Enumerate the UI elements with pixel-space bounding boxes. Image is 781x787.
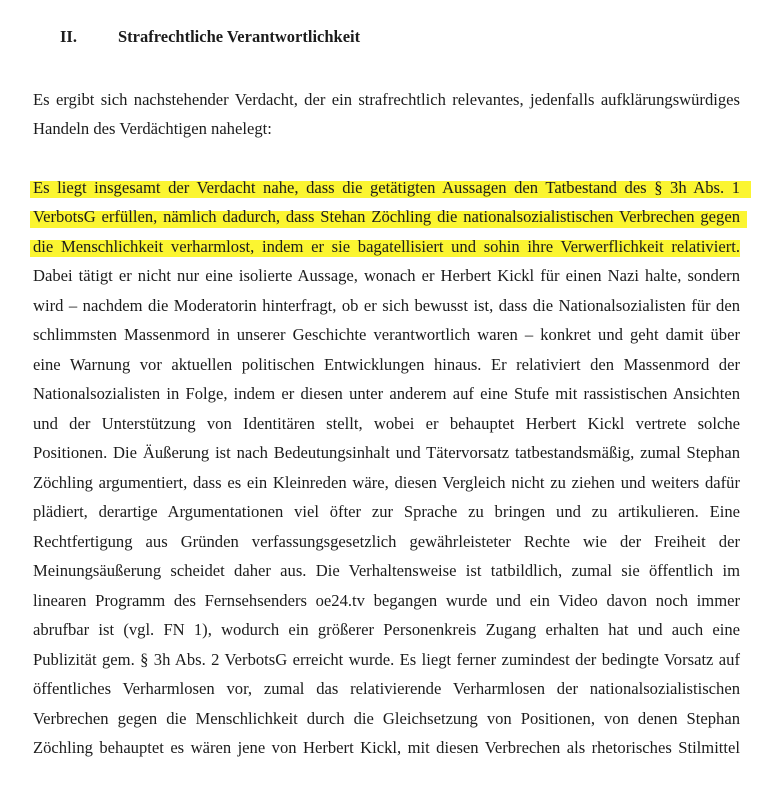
paragraph-line: Rechtfertigung aus Gründen verfassungsgesetzlich gewährleisteter Rechte wie der Freiheit der: [33, 532, 740, 551]
paragraph-line: Es liegt insgesamt der Verdacht nahe, dass die getätigten Aussagen den Tatbestand des § 3h Abs. 1: [33, 178, 740, 197]
intro-line-2: Handeln des Verdächtigen nahelegt:: [33, 119, 272, 138]
section-title: Strafrechtliche Verantwortlichkeit: [118, 27, 361, 46]
paragraph-line: linearen Programm des Fernsehsenders oe24.tv begangen wurde und ein Video davon noch immer: [33, 591, 740, 610]
paragraph-line: die Menschlichkeit verharmlost, indem er sie bagatellisiert und sohin ihre Verwerflichkeit relativiert.: [33, 237, 740, 256]
paragraph-line: Zöchling behauptet es wären jene von Herbert Kickl, mit diesen Verbrechen als rhetorisches Stilmittel: [33, 738, 740, 757]
paragraph-line: Meinungsäußerung scheidet daher aus. Die Verhaltensweise ist tatbildlich, zumal sie öffentlich im: [33, 561, 740, 580]
section-number: II.: [60, 27, 77, 46]
paragraph-line: plädiert, derartige Argumentationen viel öfter zur Sprache zu bringen und zu artikulieren. Eine: [33, 502, 740, 521]
paragraph-line: schlimmsten Massenmord in unserer Geschichte verantwortlich waren – konkret und geht damit über: [33, 325, 740, 344]
paragraph-line: Verbrechen gegen die Menschlichkeit durch die Gleichsetzung von Positionen, von denen Stephan: [33, 709, 740, 728]
section-heading: [60, 27, 360, 47]
intro-line-1: Es ergibt sich nachstehender Verdacht, der ein strafrechtlich relevantes, jedenfalls aufklärungswürdiges: [33, 90, 740, 109]
paragraph-line: abrufbar ist (vgl. FN 1), wodurch ein größerer Personenkreis Zugang erhalten hat und auch eine: [33, 620, 740, 639]
paragraph-line: Dabei tätigt er nicht nur eine isolierte Aussage, wonach er Herbert Kickl für einen Nazi halte, sondern: [33, 266, 740, 285]
paragraph-line: eine Warnung vor aktuellen politischen Entwicklungen hinaus. Er relativiert den Massenmord der: [33, 355, 740, 374]
paragraph-line: und der Unterstützung von Identitären stellt, wobei er behauptet Herbert Kickl vertrete solche: [33, 414, 740, 433]
paragraph-line: Zöchling argumentiert, dass es ein Kleinreden wäre, diesen Vergleich nicht zu ziehen und weiters dafür: [33, 473, 740, 492]
paragraph-line: wird – nachdem die Moderatorin hinterfragt, ob er sich bewusst ist, dass die Nationalsozialisten für den: [33, 296, 740, 315]
paragraph-line: Positionen. Die Äußerung ist nach Bedeutungsinhalt und Tätervorsatz tatbestandsmäßig, zumal Stephan: [33, 443, 740, 462]
paragraph-line: VerbotsG erfüllen, nämlich dadurch, dass Stehan Zöchling die nationalsozialistischen Verbrechen gegen: [33, 207, 740, 226]
paragraph-line: Nationalsozialisten in Folge, indem er diesen unter anderem auf eine Stufe mit rassistischen Ansichten: [33, 384, 740, 403]
paragraph-line: Publizität gem. § 3h Abs. 2 VerbotsG erreicht wurde. Es liegt ferner zumindest der bedingte Vorsatz auf: [33, 650, 740, 669]
paragraph-line: öffentliches Verharmlosen vor, zumal das relativierende Verharmlosen der nationalsozialistischen: [33, 679, 740, 698]
